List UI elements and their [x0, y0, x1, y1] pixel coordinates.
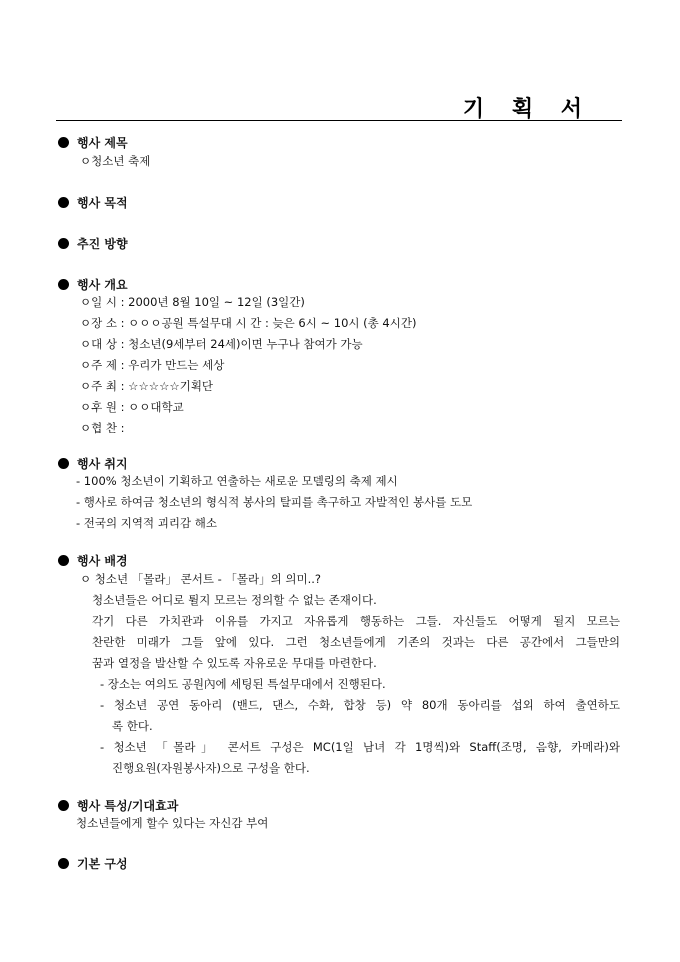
section-heading-direction — [58, 235, 128, 252]
section-heading-label: 행사 취지 — [77, 457, 128, 471]
document-title: 기 획 서 — [462, 96, 592, 122]
overview-cosponsor: ㅇ협 찬 : — [80, 421, 125, 435]
section-heading-label: 추진 방향 — [77, 237, 128, 251]
background-bullet: - 청소년 공연 동아리 (밴드, 댄스, 수화, 합창 등) 약 80개 동아리를 섭외 하여 출연하도 — [100, 698, 620, 712]
bullet-dot-icon — [58, 197, 69, 208]
bullet-dot-icon — [58, 137, 69, 148]
section-heading-label: 기본 구성 — [77, 857, 128, 871]
background-bullet: - 청소년 「몰라」 콘서트 구성은 MC(1일 남녀 각 1명씩)와 Staff(조명, 음향, 카메라)와 — [100, 740, 620, 754]
list-item: ㅇ청소년 축제 — [80, 154, 151, 168]
intent-item: - 전국의 지역적 괴리감 해소 — [76, 516, 217, 530]
background-bullet-cont: 진행요원(자원봉사자)으로 구성을 한다. — [112, 761, 310, 775]
bullet-dot-icon — [58, 800, 69, 811]
section-heading-label: 행사 목적 — [77, 196, 128, 210]
intent-item: - 100% 청소년이 기획하고 연출하는 새로운 모델링의 축제 제시 — [76, 474, 398, 488]
bullet-dot-icon — [58, 858, 69, 869]
features-item: 청소년들에게 할수 있다는 자신감 부여 — [76, 816, 269, 830]
bullet-dot-icon — [58, 238, 69, 249]
background-lead: ㅇ 청소년 「몰라」 콘서트 - 「몰라」의 의미..? — [80, 572, 322, 586]
section-heading-structure — [58, 855, 128, 872]
section-heading-label: 행사 특성/기대효과 — [77, 799, 179, 813]
background-bullet-cont: 록 한다. — [112, 719, 153, 733]
overview-sponsor: ㅇ후 원 : ㅇㅇ대학교 — [80, 400, 184, 414]
overview-host: ㅇ주 최 : ☆☆☆☆☆기획단 — [80, 379, 214, 393]
background-bullet: - 장소는 여의도 공원內에 세팅된 특설무대에서 진행된다. — [100, 677, 386, 691]
bullet-dot-icon — [58, 555, 69, 566]
overview-date: ㅇ일 시 : 2000년 8월 10일 ~ 12일 (3일간) — [80, 295, 305, 309]
section-heading-event-title — [58, 134, 128, 151]
section-heading-label: 행사 제목 — [77, 136, 128, 150]
section-heading-label: 행사 배경 — [77, 554, 128, 568]
intent-item: - 행사로 하여금 청소년의 형식적 봉사의 탈피를 촉구하고 자발적인 봉사를 도모 — [76, 495, 473, 509]
background-paragraph: 각기 다른 가치관과 이유를 가지고 자유롭게 행동하는 그들. 자신들도 어떻게 될지 모르는 — [92, 614, 620, 628]
section-heading-label: 행사 개요 — [77, 278, 128, 292]
overview-target: ㅇ대 상 : 청소년(9세부터 24세)이면 누구나 참여가 가능 — [80, 337, 363, 351]
title-divider — [56, 120, 622, 121]
overview-place-time: ㅇ장 소 : ㅇㅇㅇ공원 특설무대 시 간 : 늦은 6시 ~ 10시 (총 4시간) — [80, 316, 417, 330]
section-heading-purpose — [58, 194, 128, 211]
overview-theme: ㅇ주 제 : 우리가 만드는 세상 — [80, 358, 225, 372]
section-heading-intent — [58, 455, 128, 472]
bullet-dot-icon — [58, 279, 69, 290]
bullet-dot-icon — [58, 458, 69, 469]
section-heading-features — [58, 797, 178, 814]
section-heading-background — [58, 552, 128, 569]
section-heading-overview — [58, 276, 128, 293]
background-paragraph: 청소년들은 어디로 튈지 모르는 정의할 수 없는 존재이다. — [92, 593, 377, 607]
background-paragraph: 찬란한 미래가 그들 앞에 있다. 그런 청소년들에게 기존의 것과는 다른 공간에서 그들만의 — [92, 635, 620, 649]
background-paragraph: 꿈과 열정을 발산할 수 있도록 자유로운 무대를 마련한다. — [92, 656, 377, 670]
